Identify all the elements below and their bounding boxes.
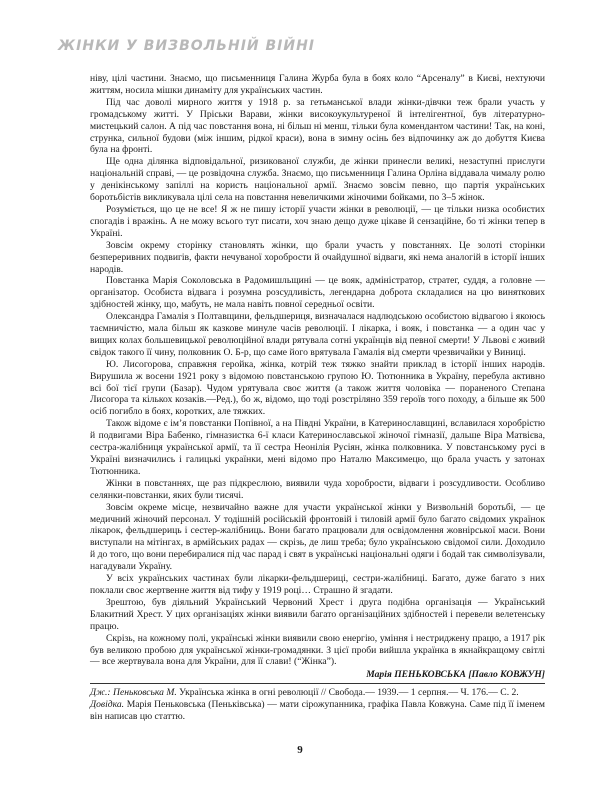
paragraph: ніву, цілі частини. Знаємо, що письменниця Галина Журба була в боях коло “Арсеналу” в Києві, нехтуючи життям, носила мішки динаміту для українських частин. [90,73,545,96]
source-citation [90,687,545,699]
page-number: 9 [297,744,303,756]
source-notes [90,687,545,723]
reference-label: Довідка. [90,699,125,711]
paragraph: Зовсім окрему сторінку становлять жінки, що брали участь у повстаннях. Це золоті сторінки безпереривних подвигів, факти нечуваної хоробрости й очайдушної відваги, які нема аналогій в історії інших народів. [90,239,545,275]
paragraph: Також відоме є ім’я повстанки Попівної, а на Півдні України, в Катеринославщині, вславилася хоробрістю й подвигами Віра Бабенко, гімназистка 6-ї класи Катеринославської жіночої гімназії, дальше Віра Матвієва, сестра-жалібниця української армії, та її сестра Неонілія Русіян, жінка полковника. У повстанському русі в Україні визначились і галицькі українки, мені відомо про Наталю Максимецю, що брала участь у затонах Тютюнника. [90,418,545,477]
reference-text: Марія Пеньковська (Пеньківська) — мати сірожупанника, графіка Павла Ковжуна. Саме під її іменем він написав цю статтю. [90,699,545,723]
paragraph: Розуміється, що це не все! Я ж не пишу історії участи жінки в революції, — це тільки низка особистих спогадів і вражінь. А не можу всього тут писати, хоч знаю дещо дуже цікаве й сензаційне, бо ті жінки тепер в Україні. [90,203,545,239]
author-signature: Марія ПЕНЬКОВСЬКА [Павло КОВЖУН] [366,669,545,681]
paragraph: Скрізь, на кожному полі, українські жінки виявили свою енергію, уміння і нестриджену працю, а 1917 рік був великою пробою для української жінки-громадянки. З цієї проби вийшла українка в якнайкращому світлі — все жертвувала вона для України, для її слави! (“Жінка”). [90,632,545,668]
source-text: Українська жінка в огні революції // Свобода.— 1939.— 1 серпня.— Ч. 176.— С. 2. [176,687,519,699]
paragraph: У всіх українських частинах були лікарки-фельдшериці, сестри-жалібниці. Багато, дуже багато з них поклали своє жертвенне життя від тифу у 1919 році… Страшно й згадати. [90,573,545,596]
paragraph: Жінки в повстаннях, ще раз підкреслюю, виявили чуда хоробрости, відваги і розсудливости. Особливо селянки-повстанки, яких були тисячі. [90,477,545,501]
paragraph: Олександра Гамалія з Полтавщини, фельдшериця, визначалася надлюдською особистою відвагою і якоюсь таємничістю, мала більш як казкове минуле часів революції. І лікарка, і вояк, і повстанка — а один час у вищих колах большевицької революційної влади рятувала сотні українців від певної смерти! У Львові є живий свідок такого її чину, полковник О. Б-р, що саме його врятувала Гамалія від смерти чрезвичайки у Виниці. [90,311,545,358]
source-label: Дж.: Пеньковська М. [90,687,177,699]
divider [90,683,545,684]
article-body [90,73,545,723]
paragraph: Ще одна ділянка відповідальної, ризикованої служби, де жінки принесли великі, незаступні прислуги національній справі, — це розвідочна служба. Знаємо, що письменниця Галина Орліна віддавала чималу ролю у денікінському запіллі на користь національної армії. Знаємо зовсім певно, що партія українських боротьбістів викликувала цілі села на повстання невеличкими жіночими бойками, по 3–5 жінок. [90,156,545,204]
paragraph: Зовсім окреме місце, незвичайно важне для участи української жінки у Визвольній боротьбі, — це медичний жіночий персонал. У тодішній російській фронтовій і тиловій армії було багато свідомих українок лікарок, фельдшериць і сестер-жалібниць. Вони багато працювали для освідомлення жовнірської маси. Вони виступали на мітінгах, в армійських радах — скрізь, де лиш треба; було українською свідомої сили. Доходило й до того, що вони перебиралися під час парад і свят в українські національні одяги і бодай так символізували, нагадували Україну. [90,501,545,573]
paragraph: Під час доволі мирного життя у 1918 р. за гетьманської влади жінки-дівчки теж брали участь у громадському житті. У Пріськи Варави, жінки високоукультуреної й інтелігентної, був літературно-мистецький салон. А під час повстання вона, ні більш ні менш, тільки була комендантом частини! Так, на коні, струнка, сильної будови (між іншим, рідкої краси), вона в зимну осінь без відпочинку аж до добуття Києва була на фронті. [90,96,545,156]
running-header: ЖІНКИ У ВИЗВОЛЬНІЙ ВІЙНІ [58,38,316,54]
paragraph: Ю. Лисогорова, справжня геройка, жінка, котрій теж тяжко знайти приклад в історії інших народів. Вирушила ж восени 1921 року з відомою повстанською групою Ю. Тютюнника в Україну, перебула активно всі бої тієї групи (Базар). Чудом урятувала своє життя (а також життя чоловіка — пораненого Степана Лисогора та кількох козаків.—Ред.), бо ж, відомо, що тоді розстріляно 359 героїв того походу, а більше як 500 осіб погибло в боях, коротких, але тяжких. [90,358,545,418]
reference-note [90,699,545,723]
paragraph: Повстанка Марія Соколовська в Радомишльщині — це вояк, адміністратор, стратег, суддя, а головне — організатор. Особиста відвага і розумна розсудливість, легендарна доброта складалися на цю виняткових здібностей жінку, що, мабуть, не мала навіть повної середньої освіти. [90,275,545,311]
paragraph: Зрештою, був діяльний Український Червоний Хрест і друга подібна організація — Український Блакитний Хрест. У цих організаціях жінки виявили багато організаційних здібностей і перевели велетенську працю. [90,596,545,632]
